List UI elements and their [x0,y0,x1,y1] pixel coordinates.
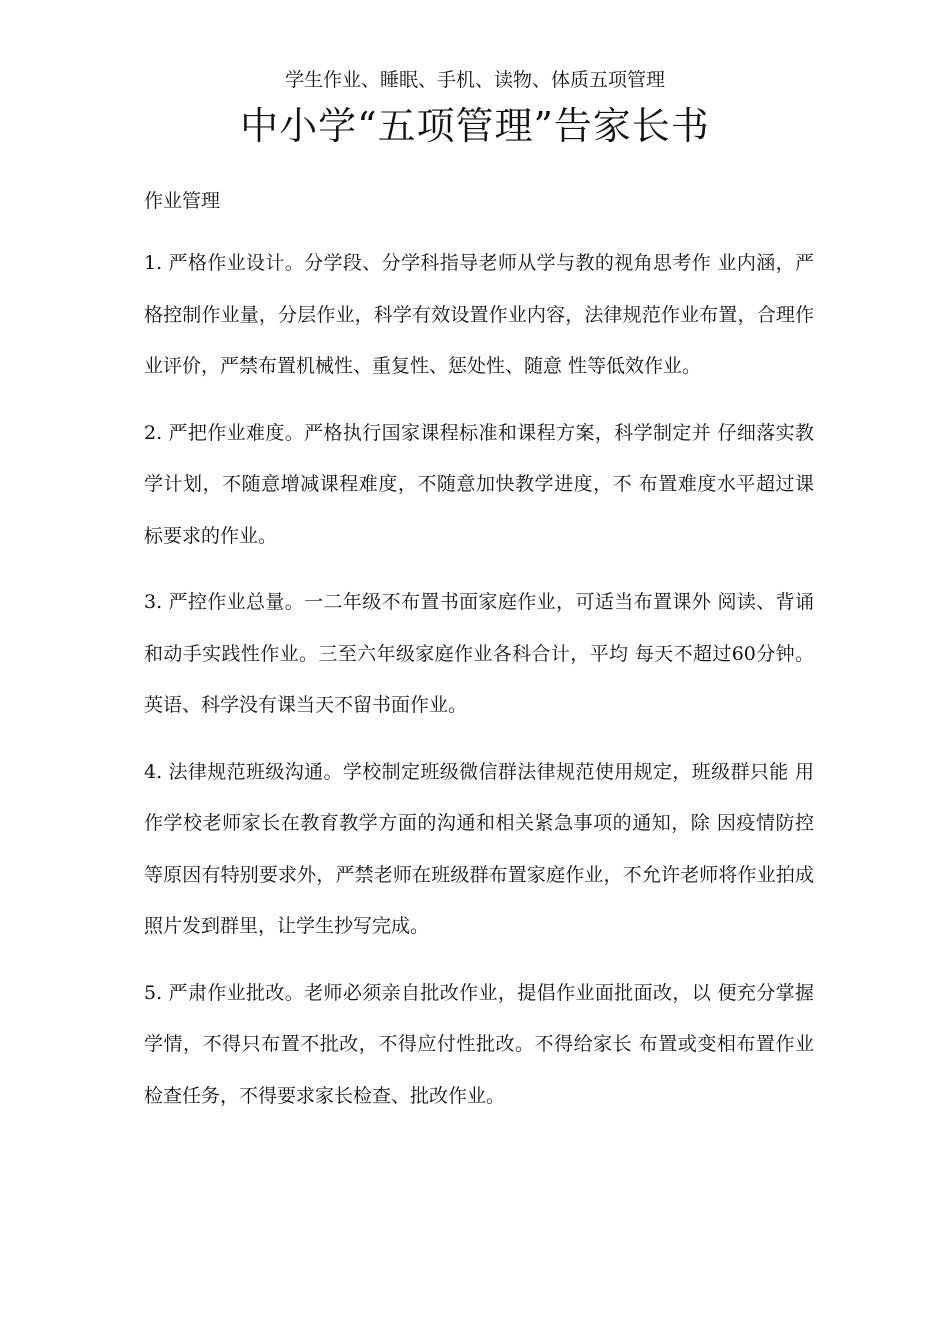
paragraph-item-3: 3. 严控作业总量。一二年级不布置书面家庭作业，可适当布置课外 阅读、背诵和动手实践性作业。三至六年级家庭作业各科合计，平均 每天不超过60分钟。英语、科学没有课当天不留书面作业。 [144,591,814,716]
paragraph-item-1: 1. 严格作业设计。分学段、分学科指导老师从学与教的视角思考作 业内涵，严格控制作业量，分层作业，科学有效设置作业内容，法律规范作业布置，合理作业评价，严禁布置机械性、重复性、惩处性、随意 性等低效作业。 [144,252,814,377]
paragraph-item-2: 2. 严把作业难度。严格执行国家课程标准和课程方案，科学制定并 仔细落实教学计划，不随意增减课程难度，不随意加快教学进度，不 布置难度水平超过课标要求的作业。 [144,421,814,547]
paragraph-item-5: 5. 严肃作业批改。老师必须亲自批改作业，提倡作业面批面改，以 便充分掌握学情，不得只布置不批改，不得应付性批改。不得给家长 布置或变相布置作业检查任务，不得要求家长检查、批改作业。 [144,981,814,1107]
section-heading: 作业管理 [144,190,221,212]
paragraph-item-4: 4. 法律规范班级沟通。学校制定班级微信群法律规范使用规定，班级群只能 用作学校老师家长在教育教学方面的沟通和相关紧急事项的通知，除 因疫情防控等原因有特别要求外，严禁老师在班级群布置家庭作业，不允许老师将作业拍成照片发到群里，让学生抄写完成。 [144,760,814,937]
document-title: 中小学“五项管理”告家长书 [240,104,710,148]
document-subtitle: 学生作业、睡眠、手机、读物、体质五项管理 [284,69,665,91]
paragraph-list [144,238,814,1137]
